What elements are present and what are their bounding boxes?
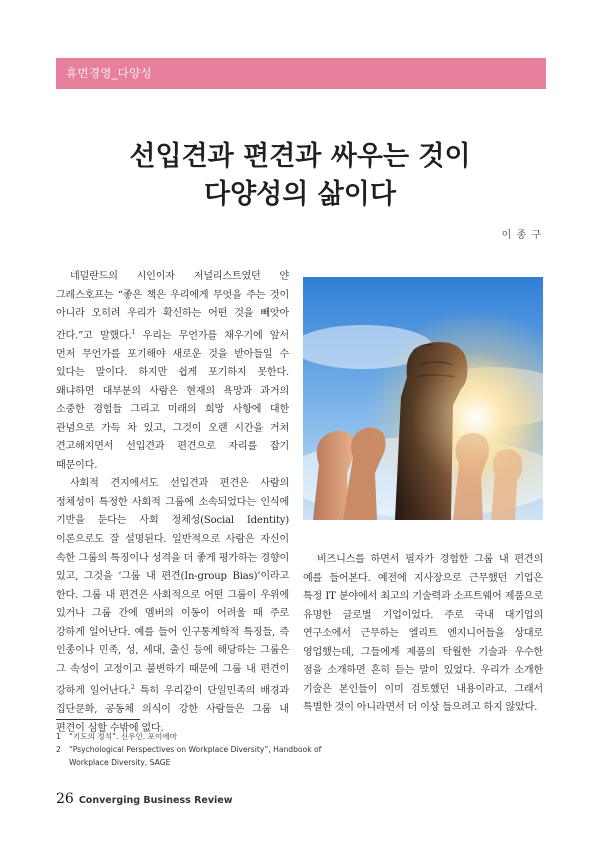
paragraph-1-text-a: 네덜란드의 시인이자 저널리스트였던 얀 그레스호프는 “좋은 책은 우리에게 무엇을 주는 것이 아니라 오히려 우리가 확신하는 어떤 것을 빼앗아 간다.”고 말했다. bbox=[56, 271, 289, 341]
body-column-right bbox=[303, 551, 543, 718]
page-footer bbox=[56, 791, 233, 807]
paragraph-2-text-b: 특히 우리같이 단일민족의 배경과 집단문화, 공동체 의식이 강한 사람들은 그룹 내 편견이 심할 수밖에 없다. bbox=[56, 685, 289, 734]
magazine-name: Converging Business Review bbox=[78, 795, 233, 806]
article-title-line-2: 다양성의 삶이다 bbox=[204, 179, 396, 210]
body-paragraph-3: 비즈니스를 하면서 필자가 경험한 그룹 내 편견의 예를 들어본다. 예전에 지사장으로 근무했던 기업은 특정 IT 분야에서 최고의 기술력과 소프트웨어 제품으로 유명한 글로벌 기업이었다. 주로 국내 대기업의 연구소에서 근무하는 엘리트 엔지니어들을 상대로 영업했는데, 그들에게 제품의 탁월한 기술과 우수한 점을 소개하면 흔히 듣는 말이 있었다. 우리가 소개한 기술은 본인들이 이미 검토했던 내용이라고. 그래서 특별한 것이 아니라면서 더 이상 들으려고 하지 않았다. bbox=[303, 554, 543, 714]
article-title-line-1: 선입견과 편견과 싸우는 것이 bbox=[129, 141, 471, 172]
footnote-number: 2 bbox=[56, 745, 61, 754]
body-column-left bbox=[56, 268, 289, 738]
section-label: 휴먼경영_다양성 bbox=[66, 66, 152, 80]
body-paragraph-1 bbox=[56, 268, 289, 475]
footnote-ref-2[interactable]: 2 bbox=[131, 684, 135, 692]
paragraph-2-text-a: 사회적 견지에서도 선입견과 편견은 사람의 정체성이 특정한 사회적 그룹에 소속되었다는 인식에 기반을 둔다는 사회 정체성(Social Identity) 이론으로도 잘 설명된다. 일반적으로 사람은 자신이 속한 그룹의 특징이나 성격을 더 좋게 평가하는 경향이 있고, 그것을 ‘그룹 내 편견(In-group Bias)’이라고 한다. 그룹 내 편견은 사회적으로 어떤 그룹이 우위에 있거나 그룹 간에 멤버의 이동이 어려울 때 주로 강하게 일어난다. 예를 들어 인구통계학적 특징들, 즉 인종이나 민족, 성, 세대, 출신 등에 해당하는 그룹은 그 속성이 고정이고 불변하기 때문에 그룹 내 편견이 강하게 일어난다. bbox=[56, 478, 289, 697]
footnote-text: “Psychological Perspectives on Workplace Diversity”, Handbook of Workplace Diversity, SAGE bbox=[69, 745, 322, 767]
footnote-divider bbox=[56, 719, 140, 720]
page-number: 26 bbox=[56, 791, 74, 807]
body-paragraph-2 bbox=[56, 475, 289, 738]
article-title bbox=[0, 138, 600, 214]
footnote-ref-1[interactable]: 1 bbox=[131, 328, 136, 336]
footnotes bbox=[56, 730, 336, 769]
footnote-text: “기도의 정석”. 신우인. 포이에마 bbox=[69, 732, 177, 741]
author-name: 이 종 구 bbox=[501, 230, 542, 241]
raised-fists-photo bbox=[303, 277, 543, 520]
paragraph-1-text-b: 우리는 무언가를 채우기에 앞서 먼저 무언가를 포기해야 새로운 것을 받아들일 수 있다는 말이다. 하지만 쉽게 포기하지 못한다. 왜냐하면 대부분의 사람은 현재의 욕망과 과거의 소중한 경험들 그리고 미래의 희망 사항에 대한 관념으로 가득 차 있고, 그것이 오랜 시간을 거쳐 견고해지면서 선입견과 편견으로 자리를 잡기 때문이다. bbox=[56, 330, 289, 471]
footnote-number: 1 bbox=[56, 732, 61, 741]
section-banner bbox=[56, 58, 546, 89]
footnote-2 bbox=[56, 743, 336, 769]
footnote-1 bbox=[56, 730, 336, 743]
